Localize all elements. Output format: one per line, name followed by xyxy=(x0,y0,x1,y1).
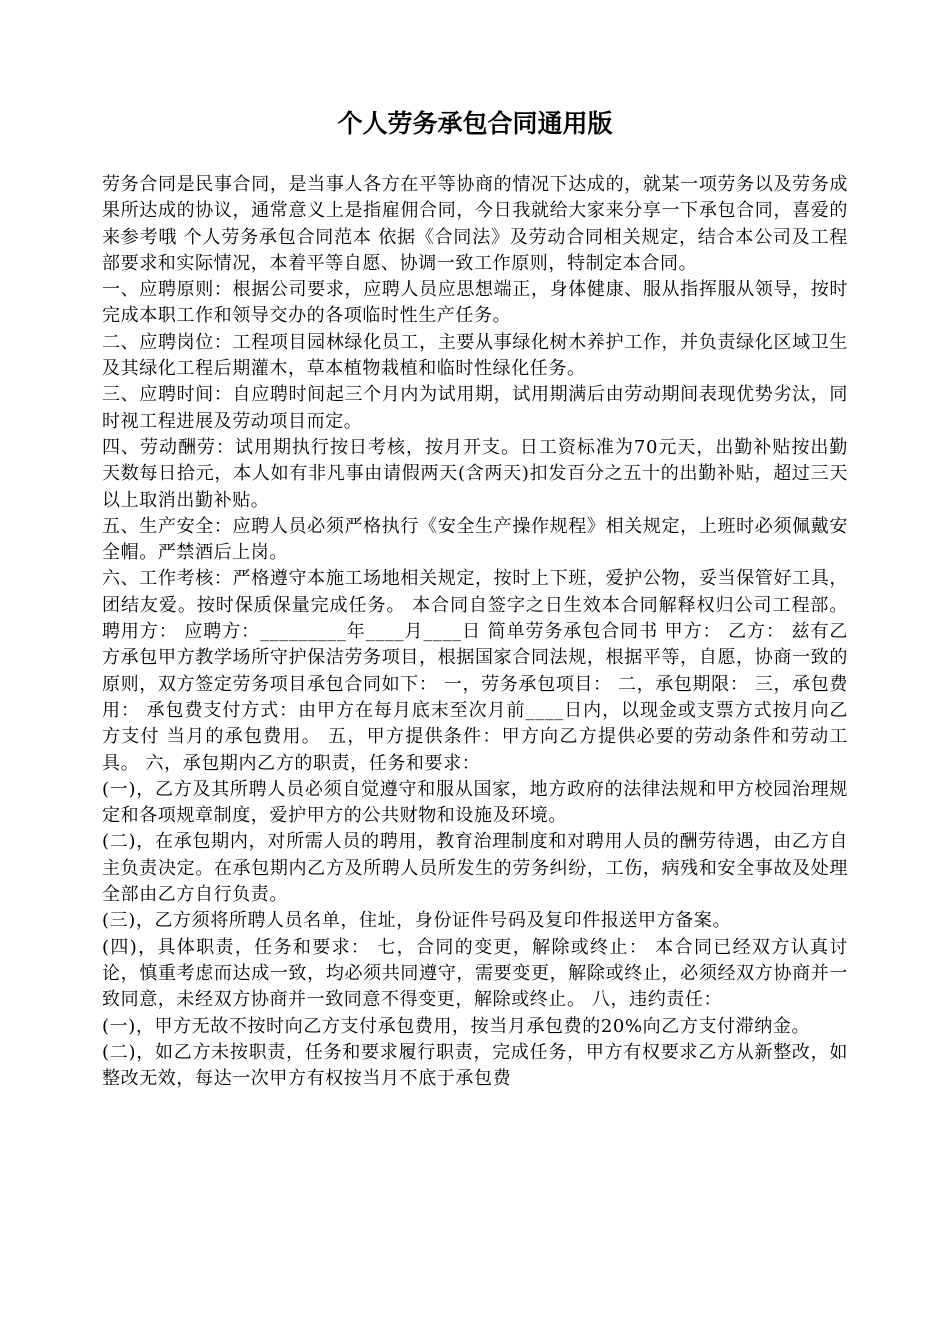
paragraph-assessment: 六、工作考核：严格遵守本施工场地相关规定，按时上下班，爱护公物，妥当保管好工具，团结友爱。按时保质保量完成任务。 本合同自签字之日生效本合同解释权归公司工程部。 聘用方： 应聘方：_________年____月____日 简单劳务承包合同书 甲方： 乙方： 兹有乙方承包甲方教学场所守护保洁劳务项目，根据国家合同法规，根据平等，自愿，协商一致的原则，双方签定劳务项目承包合同如下： 一，劳务承包项目： 二，承包期限： 三，承包费用： 承包费支付方式：由甲方在每月底末至次月前____日内，以现金或支票方式按月向乙方支付 当月的承包费用。 五，甲方提供条件：甲方向乙方提供必要的劳动条件和劳动工具。 六，承包期内乙方的职责，任务和要求： xyxy=(102,568,848,774)
paragraph-principle: 一、应聘原则：根据公司要求，应聘人员应思想端正，身体健康、服从指挥服从领导，按时完成本职工作和领导交办的各项临时性生产任务。 xyxy=(102,279,848,327)
paragraph-breach-1: (一)，甲方无故不按时向乙方支付承包费用，按当月承包费的20%向乙方支付滞纳金。 xyxy=(102,1015,811,1037)
paragraph-clause-3: (三)，乙方须将所聘人员名单，住址，身份证件号码及复印件报送甲方备案。 xyxy=(102,910,732,932)
paragraph-clause-1: (一)，乙方及其所聘人员必须自觉遵守和服从国家，地方政府的法律法规和甲方校园治理规定和各项规章制度，爱护甲方的公共财物和设施及环境。 xyxy=(102,778,848,827)
paragraph-clause-4: (四)，具体职责，任务和要求： 七，合同的变更，解除或终止： 本合同已经双方认真讨论，慎重考虑而达成一致，均必须共同遵守，需要变更，解除或终止，必须经双方协商并一致同意，未经双方协商并一致同意不得变更，解除或终止。 八，违约责任： xyxy=(102,936,848,1011)
paragraph-safety: 五、生产安全：应聘人员必须严格执行《安全生产操作规程》相关规定，上班时必须佩戴安全帽。严禁酒后上岗。 xyxy=(102,515,848,564)
paragraph-position: 二、应聘岗位：工程项目园林绿化员工，主要从事绿化树木养护工作，并负责绿化区域卫生及其绿化工程后期灌木，草本植物栽植和临时性绿化任务。 xyxy=(102,331,848,380)
paragraph-intro: 劳务合同是民事合同，是当事人各方在平等协商的情况下达成的，就某一项劳务以及劳务成果所达成的协议，通常意义上是指雇佣合同，今日我就给大家来分享一下承包合同，喜爱的来参考哦 个人劳务承包合同范本 依据《合同法》及劳动合同相关规定，结合本公司及工程部要求和实际情况，本着平等自愿、协调一致工作原则，特制定本合同。 xyxy=(102,174,848,274)
document-body xyxy=(102,172,848,1092)
document-title: 个人劳务承包合同通用版 xyxy=(337,109,613,138)
paragraph-period: 三、应聘时间：自应聘时间起三个月内为试用期，试用期满后由劳动期间表现优势劣汰，同时视工程进展及劳动项目而定。 xyxy=(102,384,848,432)
paragraph-breach-2: (二)，如乙方未按职责，任务和要求履行职责，完成任务，甲方有权要求乙方从新整改，如整改无效，每达一次甲方有权按当月不底于承包费 xyxy=(102,1041,848,1090)
paragraph-clause-2: (二)，在承包期内，对所需人员的聘用，教育治理制度和对聘用人员的酬劳待遇，由乙方自主负责决定。在承包期内乙方及所聘人员所发生的劳务纠纷，工伤，病残和安全事故及处理全部由乙方自行负责。 xyxy=(102,831,848,906)
paragraph-pay: 四、劳动酬劳：试用期执行按日考核，按月开支。日工资标准为70元天，出勤补贴按出勤天数每日拾元，本人如有非凡事由请假两天(含两天)扣发百分之五十的出勤补贴，超过三天以上取消出勤补贴。 xyxy=(102,436,848,511)
